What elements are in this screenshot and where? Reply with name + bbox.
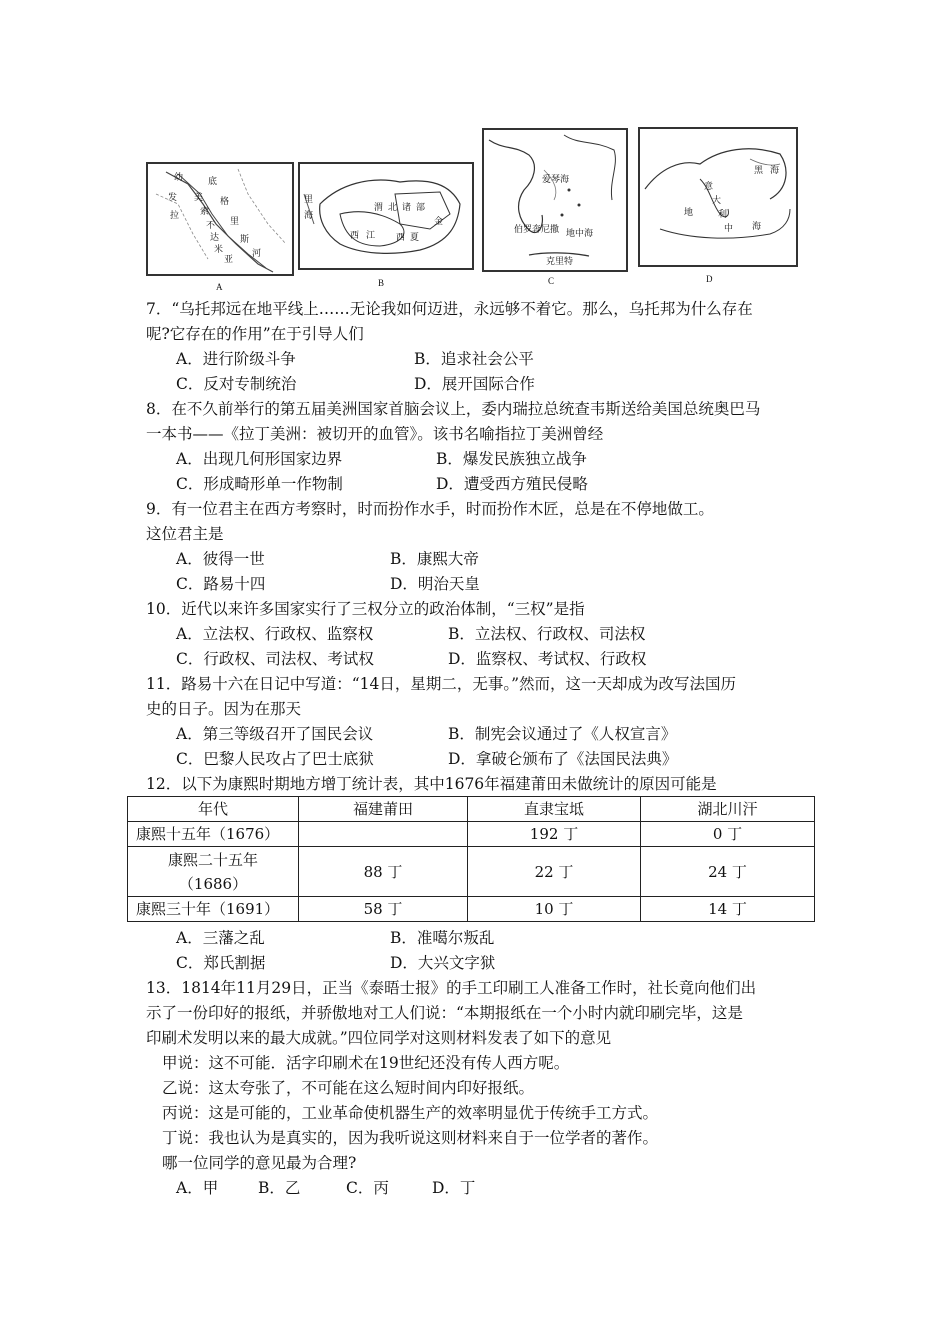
q9-stem-line1: 9．有一位君主在西方考察时，时而扮作水手，时而扮作木匠，总是在不停地做工。: [146, 500, 714, 518]
q7-option-d: D．展开国际合作: [414, 375, 535, 393]
map-d-label-8: 海: [752, 222, 762, 232]
q9-option-b: B．康熙大帝: [390, 550, 479, 568]
q7-option-b: B．追求社会公平: [414, 350, 534, 368]
q9-option-c: C．路易十四: [176, 575, 266, 593]
q9-option-a: A．彼得一世: [176, 550, 265, 568]
q7-option-a: A．进行阶级斗争: [176, 350, 296, 368]
map-a-label-13: 斯: [240, 235, 250, 245]
q8-stem-line1: 8．在不久前举行的第五届美洲国家首脑会议上，委内瑞拉总统查韦斯送给美国总统奥巴马: [146, 400, 761, 418]
map-a-label-2: 发: [168, 193, 178, 203]
table-cell: 22 丁: [468, 847, 641, 897]
map-b-label-10: 西: [396, 233, 406, 243]
table-cell: 88 丁: [299, 847, 468, 897]
q13-stem-line1: 13．1814年11月29日，正当《泰晤士报》的手工印刷工人准备工作时，社长竟向他们出: [146, 979, 757, 997]
table-cell: 康熙三十年（1691）: [128, 897, 299, 922]
map-b-label-8: 西: [350, 231, 360, 241]
map-d-label-4: 大: [712, 196, 722, 206]
map-d-label-6: 地: [684, 208, 694, 218]
map-b-label-11: 夏: [410, 233, 420, 243]
map-b-drawing: [300, 164, 472, 268]
q8-option-d: D．遭受西方殖民侵略: [436, 475, 588, 493]
map-b-label-9: 江: [366, 231, 376, 241]
q12-option-b: B．准噶尔叛乱: [390, 929, 495, 947]
map-a-label-5: 索: [200, 207, 210, 217]
q8-stem-line2: 一本书——《拉丁美洲：被切开的血管》。该书名喻指拉丁美洲曾经: [146, 425, 604, 443]
table-cell: [299, 822, 468, 847]
table-cell-line: （1686）: [178, 874, 248, 893]
table-cell: 0 丁: [641, 822, 815, 847]
map-a-label-4: 美: [194, 193, 204, 203]
q13-stem-line3: 印刷术发明以来的最大成就。”四位同学对这则材料发表了如下的意见: [146, 1029, 612, 1047]
map-a-label-12: 里: [230, 217, 240, 227]
map-b-label-3: 渭: [374, 203, 384, 213]
table-header: 年代: [128, 797, 299, 822]
map-d-label-2: 海: [770, 166, 780, 176]
q11-stem-line1: 11．路易十六在日记中写道：“14日，星期二，无事。”然而，这一天却成为改写法国历: [146, 675, 737, 693]
map-d-caption: D: [706, 274, 713, 284]
table-cell: 192 丁: [468, 822, 641, 847]
q11-option-a: A．第三等级召开了国民会议: [176, 725, 374, 743]
map-a-label-3: 拉: [170, 211, 180, 221]
map-a-label-14: 河: [252, 249, 262, 259]
table-cell: 10 丁: [468, 897, 641, 922]
q9-stem-line2: 这位君主是: [146, 525, 224, 543]
q11-option-d: D．拿破仑颁布了《法国民法典》: [448, 750, 678, 768]
q13-option-b: B．乙: [258, 1179, 301, 1197]
q12-stem-line1: 12．以下为康熙时期地方增丁统计表，其中1676年福建莆田未做统计的原因可能是: [146, 775, 717, 793]
map-b-label-2: 海: [304, 211, 314, 221]
q8-option-c: C．形成畸形单一作物制: [176, 475, 343, 493]
map-c-label-4: 克里特: [546, 257, 574, 267]
map-a-label-6: 不: [206, 221, 216, 231]
table-cell: 康熙十五年（1676）: [128, 822, 299, 847]
map-d-label-3: 意: [704, 182, 714, 192]
q12-option-c: C．郑氏割据: [176, 954, 266, 972]
map-b-label-7: 金: [434, 217, 444, 227]
map-a-label-1: 幼: [174, 173, 184, 183]
table-row: [128, 897, 815, 922]
map-c-label-2: 伯罗奔尼撒: [514, 225, 560, 235]
map-c-caption: C: [548, 276, 555, 286]
table-row: [128, 822, 815, 847]
table-cell: 58 丁: [299, 897, 468, 922]
map-b-label-6: 部: [416, 203, 426, 213]
map-a-label-11: 格: [220, 197, 230, 207]
q13-option-d: D．丁: [432, 1179, 476, 1197]
table-header: 直隶宝坻: [468, 797, 641, 822]
q11-stem-line2: 史的日子。因为在那天: [146, 700, 302, 718]
q10-option-b: B．立法权、行政权、司法权: [448, 625, 646, 643]
q13-opinion-bing: 丙说：这是可能的，工业革命使机器生产的效率明显优于传统手工方式。: [162, 1104, 659, 1122]
q10-option-a: A．立法权、行政权、监察权: [176, 625, 374, 643]
map-b-caption: B: [378, 278, 385, 288]
map-b: [298, 162, 474, 270]
q13-opinion-jia: 甲说：这不可能．活字印刷术在19世纪还没有传人西方呢。: [162, 1054, 570, 1072]
map-a-caption: A: [216, 282, 223, 292]
map-d-label-7: 中: [724, 224, 734, 234]
map-a-label-9: 亚: [224, 255, 234, 265]
map-a-label-10: 底: [208, 177, 218, 187]
map-c-label-1: 爱琴海: [542, 175, 570, 185]
q8-option-a: A．出现几何形国家边界: [176, 450, 343, 468]
map-b-label-1: 里: [304, 195, 314, 205]
table-header-row: [128, 797, 815, 822]
map-a-label-8: 米: [214, 245, 224, 255]
map-c-label-3: 地中海: [566, 229, 594, 239]
table-cell-line: 康熙二十五年: [167, 850, 258, 869]
q10-option-c: C．行政权、司法权、考试权: [176, 650, 374, 668]
table-header: 湖北川汗: [641, 797, 815, 822]
q7-stem-line2: 呢?它存在的作用”在于引导人们: [146, 325, 364, 343]
map-b-label-4: 北: [388, 203, 398, 213]
q11-option-b: B．制宪会议通过了《人权宣言》: [448, 725, 677, 743]
map-d-label-1: 黑: [754, 166, 764, 176]
map-c-drawing: [484, 130, 626, 270]
q8-option-b: B．爆发民族独立战争: [436, 450, 587, 468]
q13-opinion-yi: 乙说：这太夸张了，不可能在这么短时间内印好报纸。: [162, 1079, 535, 1097]
q7-stem-line1: 7．“乌托邦远在地平线上……无论我如何迈进，永远够不着它。那么，乌托邦为什么存在: [146, 300, 753, 318]
table-row: [128, 847, 815, 897]
map-d: [638, 127, 798, 267]
table-header: 福建莆田: [299, 797, 468, 822]
map-c: [482, 128, 628, 272]
q13-stem-line2: 示了一份印好的报纸，并骄傲地对工人们说：“本期报纸在一个小时内就印刷完毕，这是: [146, 1004, 743, 1022]
ding-statistics-table: [127, 796, 815, 922]
map-b-label-5: 诸: [402, 203, 412, 213]
q10-stem-line1: 10．近代以来许多国家实行了三权分立的政治体制，“三权”是指: [146, 600, 585, 618]
q12-option-d: D．大兴文字狱: [390, 954, 496, 972]
q13-question: 哪一位同学的意见最为合理?: [162, 1154, 357, 1172]
q13-option-c: C．丙: [346, 1179, 389, 1197]
map-a: [146, 162, 294, 276]
table-cell: [128, 847, 299, 897]
q11-option-c: C．巴黎人民攻占了巴士底狱: [176, 750, 374, 768]
table-cell: 24 丁: [641, 847, 815, 897]
map-d-label-5: 利: [718, 210, 728, 220]
table-cell: 14 丁: [641, 897, 815, 922]
q13-option-a: A．甲: [176, 1179, 219, 1197]
q9-option-d: D．明治天皇: [390, 575, 480, 593]
q7-option-c: C．反对专制统治: [176, 375, 297, 393]
map-a-label-7: 达: [210, 233, 220, 243]
q13-opinion-ding: 丁说：我也认为是真实的，因为我听说这则材料来自于一位学者的著作。: [162, 1129, 659, 1147]
q12-option-a: A．三藩之乱: [176, 929, 265, 947]
q10-option-d: D．监察权、考试权、行政权: [448, 650, 647, 668]
